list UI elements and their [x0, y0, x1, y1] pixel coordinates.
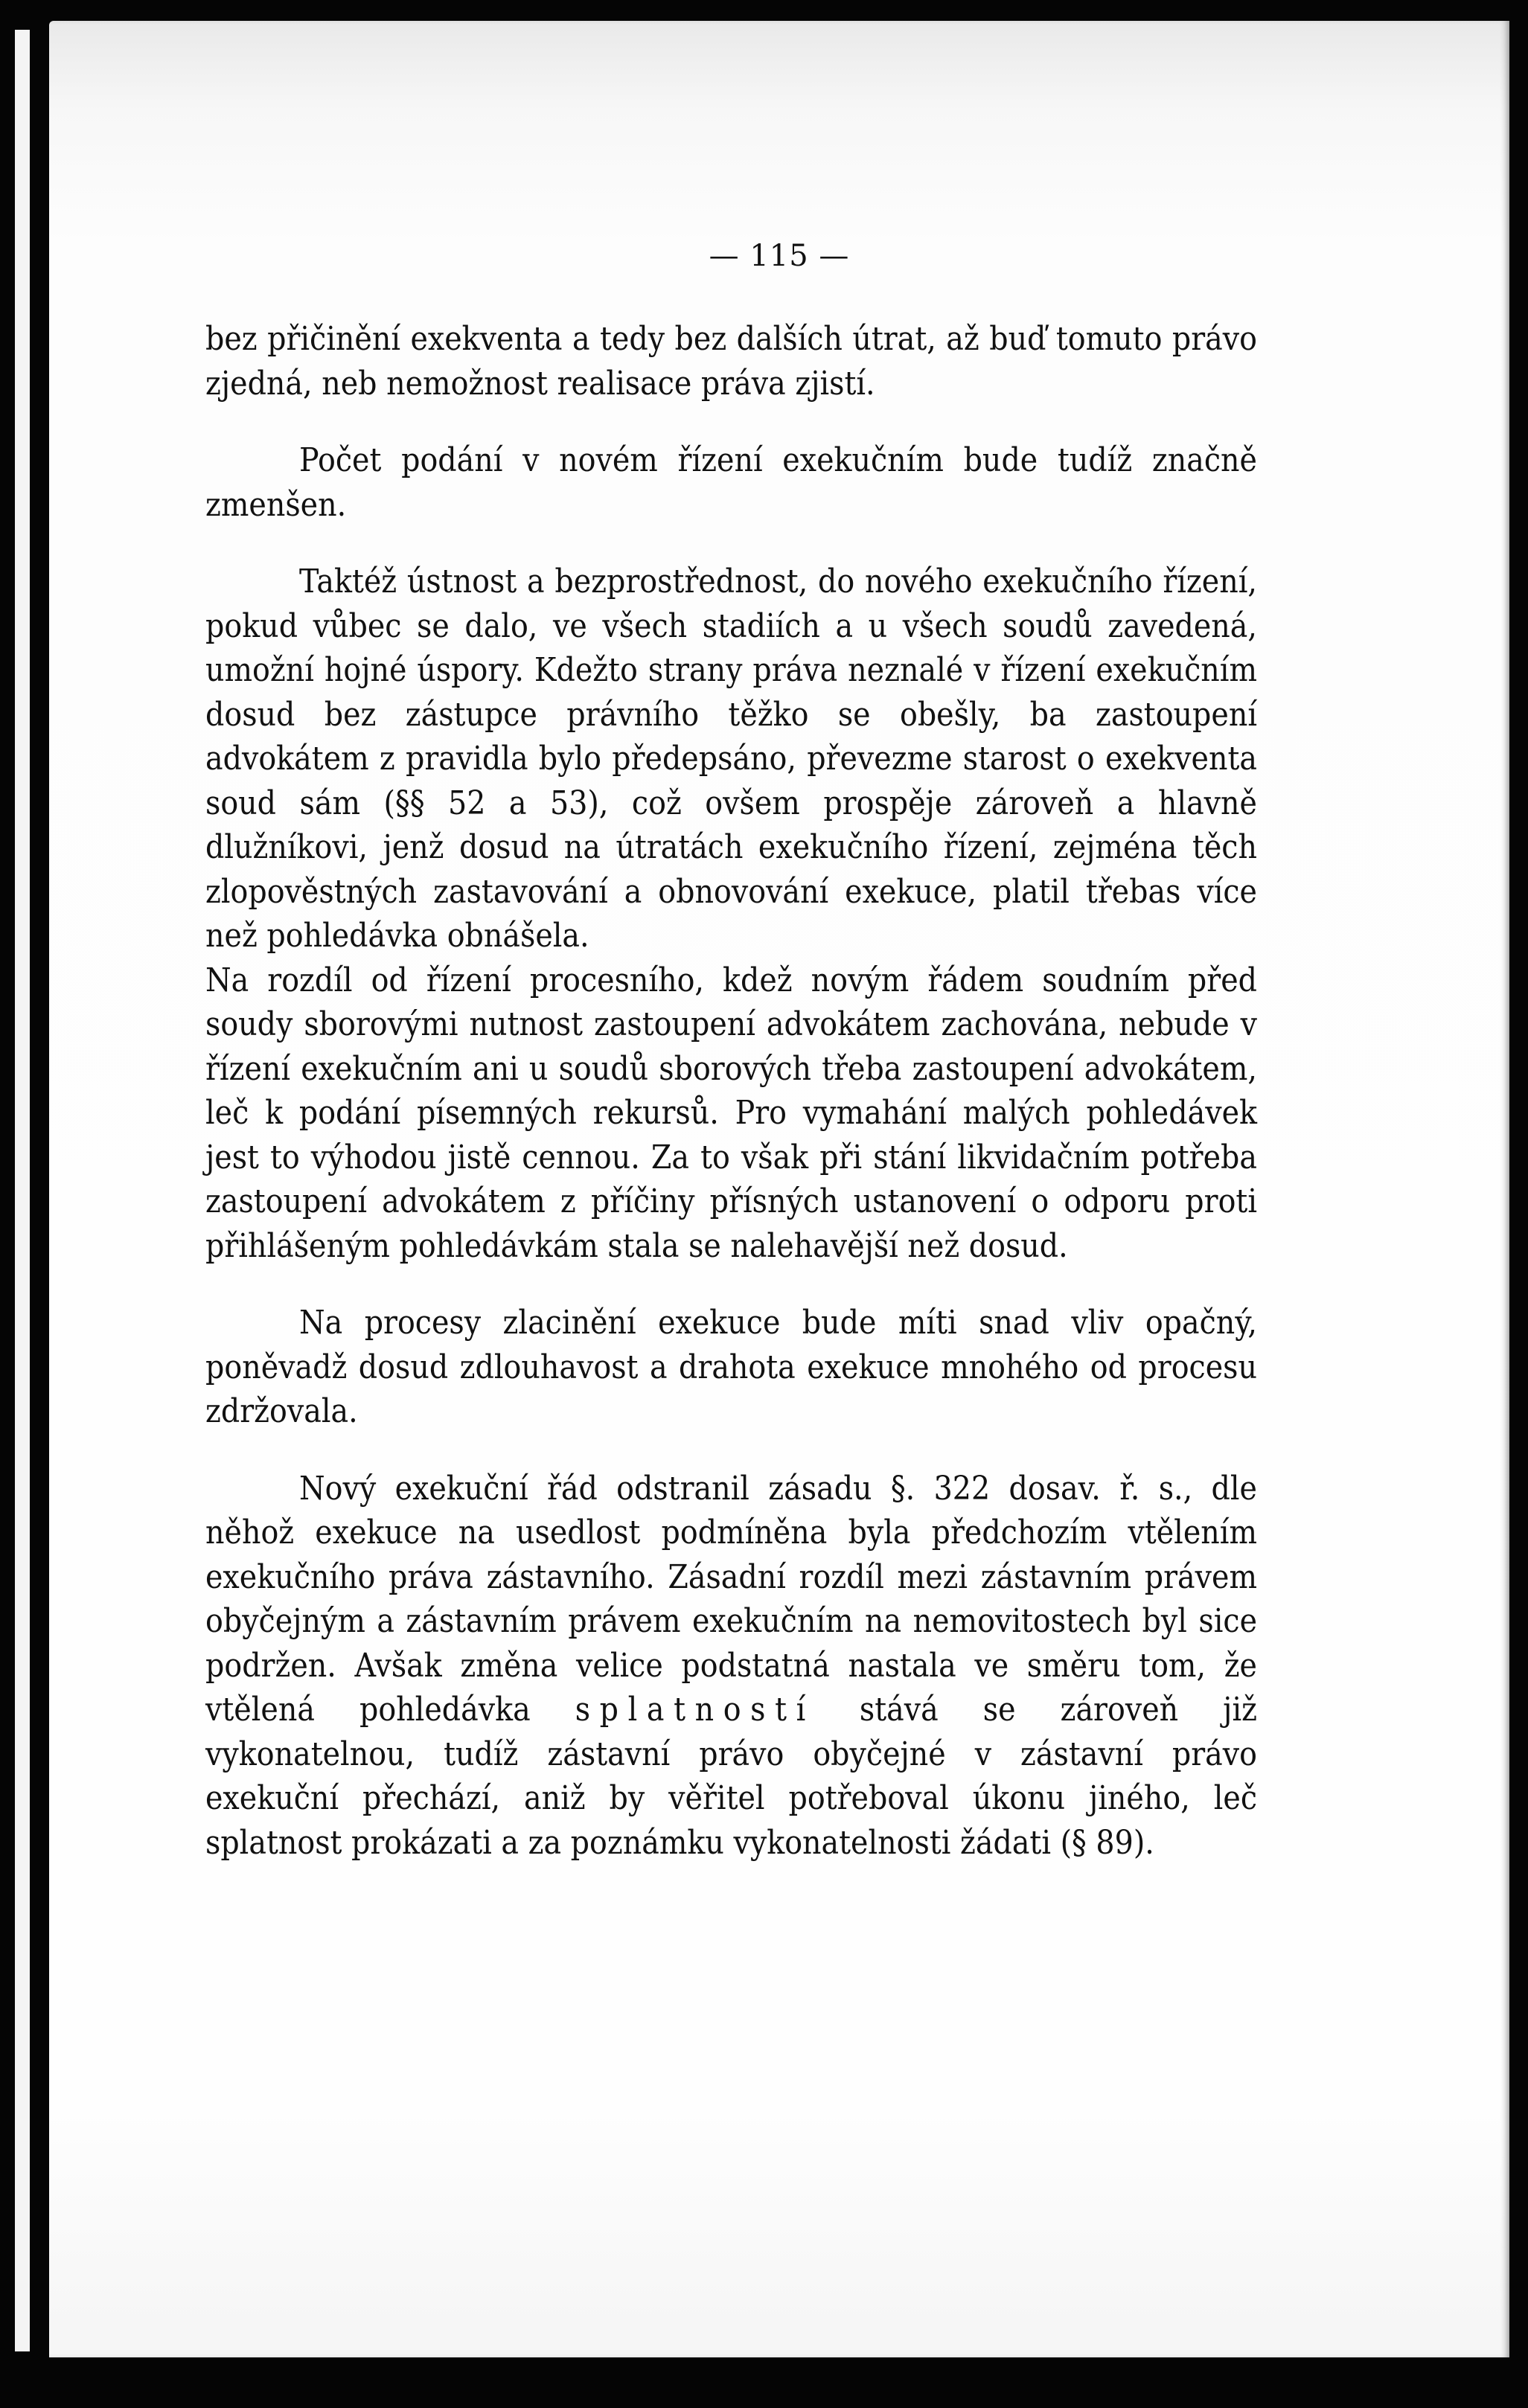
body-text — [205, 317, 1257, 1865]
paragraph-4: Na rozdíl od řízení procesního, kdež novým řádem soudním před soudy sborovými nutnost zastoupení advokátem zachována, nebude v řízení exekučním ani u soudů sborových třeba zastoupení advokátem, leč k podání písemných rekursů. Pro vymahání malých pohledávek jest to výhodou jistě cennou. Za to však při stání likvidačním potřeba zastoupení advokátem z příčiny přísných ustanovení o odporu proti přihlášeným pohledávkám stala se nalehavější než dosud. — [205, 961, 1257, 1265]
paragraph-6-part-1: Nový exekuční řád odstranil zásadu §. 322 dosav. ř. s., dle něhož exekuce na usedlost podmíněna byla předchozím vtělením exekučního práva zástavního. Zásadní rozdíl mezi zástavním právem obyčejným a zástavním právem exekučním na nemovitostech byl sice podržen. Avšak změna velice podstatná nastala ve směru tom, že vtělená pohledávka — [205, 1469, 1257, 1729]
paragraph-5: Na procesy zlacinění exekuce bude míti snad vliv opačný, poněvadž dosud zdlouhavost a drahota exekuce mnohého od procesu zdržovala. — [205, 1304, 1257, 1430]
paragraph-2: Počet podání v novém řízení exekučním bude tudíž značně zmenšen. — [205, 441, 1257, 524]
paragraph-3: Taktéž ústnost a bezprostřednost, do nového exekučního řízení, pokud vůbec se dalo, ve všech stadiích a u všech soudů zavedená, umožní hojné úspory. Kdežto strany práva neznalé v řízení exekučním dosud bez zástupce právního těžko se obešly, ba zastoupení advokátem z pravidla bylo předepsáno, převezme starost o exekventa soud sám (§§ 52 a 53), což ovšem prospěje zároveň a hlavně dlužníkovi, jenž dosud na útratách exekučního řízení, zejména těch zlopověstných zastavování a obnovování exekuce, platil třebas více než pohledávka obnášela. — [205, 563, 1257, 955]
emphasized-word-splatnosti: splatností — [575, 1691, 815, 1729]
book-page — [49, 21, 1509, 2357]
scan-left-edge — [15, 30, 30, 2351]
paragraph-6 — [205, 1467, 1257, 1866]
page-number: — 115 — — [709, 239, 850, 273]
paragraph-1: bez přičinění exekventa a tedy bez dalších útrat, až buď tomuto právo zjedná, neb nemožnost realisace práva zjistí. — [205, 320, 1257, 403]
paragraph-6-part-2: stává se zároveň již vykonatelnou, tudíž zástavní právo obyčejné v zástavní právo exekuční přechází, aniž by věřitel potřeboval úkonu jiného, leč splatnost prokázati a za poznámku vykonatelnosti žádati (§ 89). — [205, 1691, 1257, 1862]
